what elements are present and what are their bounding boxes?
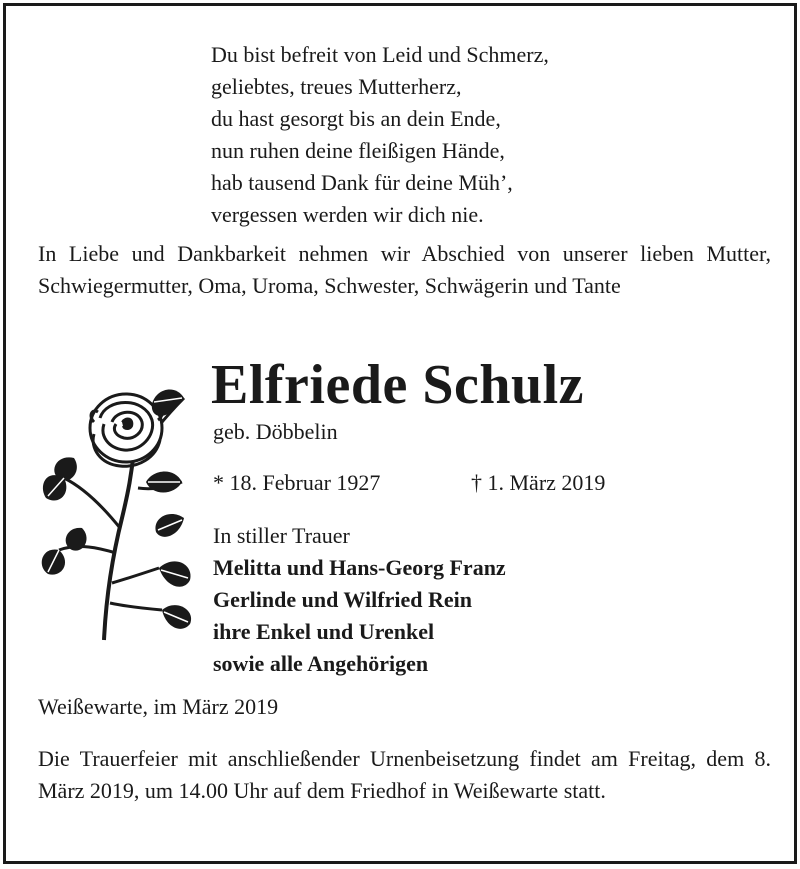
mourner-name: sowie alle Angehörigen: [213, 651, 429, 676]
birth-date: * 18. Februar 1927: [213, 470, 381, 495]
mourners-heading: In stiller Trauer: [213, 523, 350, 548]
mourner-name: Melitta und Hans-Georg Franz: [213, 555, 506, 580]
rose-icon: [34, 378, 199, 643]
mourner-name: ihre Enkel und Urenkel: [213, 619, 435, 644]
mourners: [213, 520, 506, 680]
death-date: † 1. März 2019: [471, 470, 606, 495]
poem-line: nun ruhen deine fleißigen Hände,: [211, 138, 505, 163]
ceremony-notice: Die Trauerfeier mit anschließender Urnenbeisetzung findet am Freitag, dem 8. März 2019, um 14.00 Uhr auf dem Friedhof in Weißewarte statt.: [38, 746, 771, 803]
deceased-name: Elfriede Schulz: [211, 354, 585, 416]
poem-line: Du bist befreit von Leid und Schmerz,: [211, 42, 549, 67]
mourner-name: Gerlinde und Wilfried Rein: [213, 587, 472, 612]
maiden-name: geb. Döbbelin: [213, 419, 338, 444]
poem-line: vergessen werden wir dich nie.: [211, 202, 484, 227]
poem: [211, 39, 549, 231]
poem-line: du hast gesorgt bis an dein Ende,: [211, 106, 501, 131]
place-date: Weißewarte, im März 2019: [38, 694, 279, 719]
obituary-frame: [3, 3, 797, 864]
poem-line: geliebtes, treues Mutterherz,: [211, 74, 462, 99]
intro-text: In Liebe und Dankbarkeit nehmen wir Abschied von unserer lieben Mutter, Schwiegermutter, Oma, Uroma, Schwester, Schwägerin und Tante: [38, 241, 771, 298]
poem-line: hab tausend Dank für deine Müh’,: [211, 170, 513, 195]
